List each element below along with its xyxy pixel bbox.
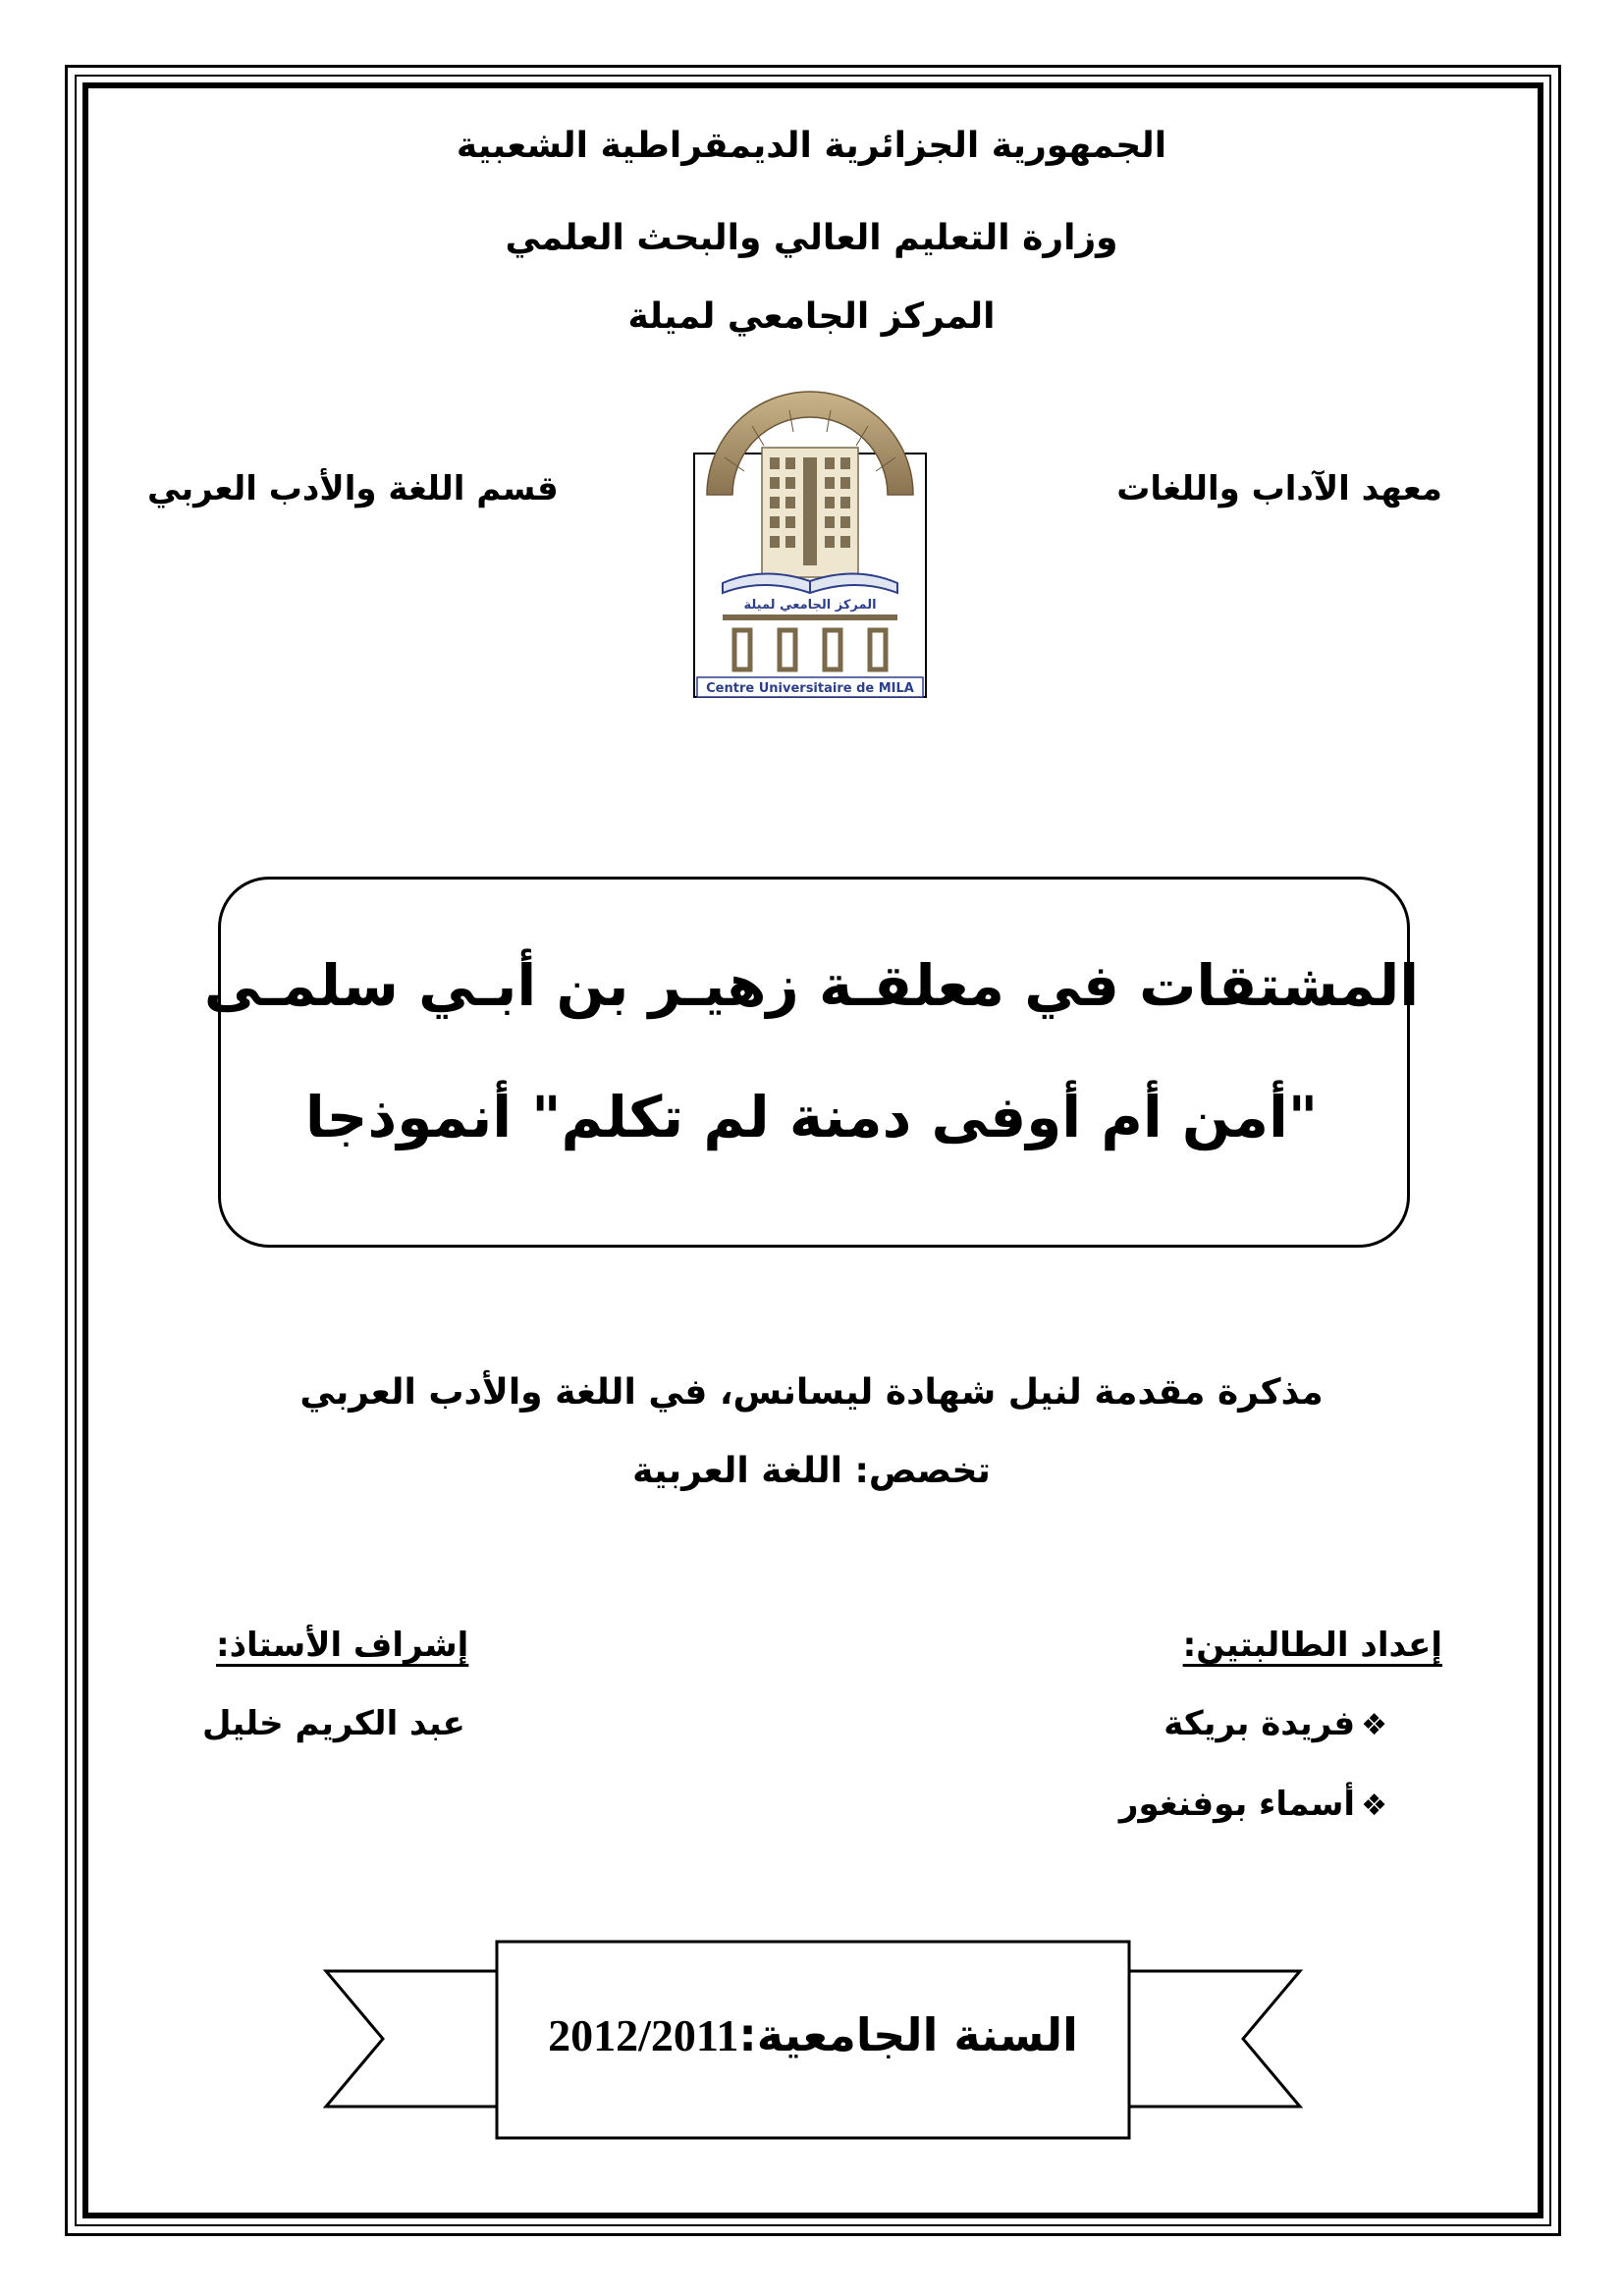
- supervisor-name: عبد الكريم خليل: [202, 1704, 465, 1743]
- academic-year-value: 2012/2011: [548, 2010, 739, 2060]
- thesis-title: المشتقات في معلقـة زهيـر بن أبـي سلمـى: [203, 952, 1420, 1019]
- university-logo: [693, 387, 927, 699]
- header-university: المركز الجامعي لميلة: [627, 296, 996, 337]
- bullet-icon: ❖: [1361, 1789, 1387, 1823]
- thesis-subtitle: "أمن أم أوفى دمنة لم تكلم" أنموذجا: [304, 1084, 1319, 1150]
- memo-specialty: تخصص: اللغة العربية: [632, 1451, 991, 1491]
- student-name-1: ❖فريدة بريكة: [1163, 1704, 1387, 1743]
- academic-year: [322, 2008, 1304, 2061]
- student-name-2: ❖أسماء بوفنغور: [1118, 1785, 1387, 1824]
- academic-year-label: السنة الجامعية:: [738, 2008, 1078, 2061]
- memo-purpose: مذكرة مقدمة لنيل شهادة ليسانس، في اللغة والأدب العربي: [299, 1372, 1324, 1413]
- svg-text:المركز الجامعي لميلة: المركز الجامعي لميلة: [743, 598, 877, 613]
- header-republic: الجمهورية الجزائرية الديمقراطية الشعبية: [456, 126, 1167, 166]
- department-name: قسم اللغة والأدب العربي: [147, 469, 559, 508]
- title-box: [218, 877, 1410, 1248]
- header-ministry: وزارة التعليم العالي والبحث العلمي: [505, 218, 1118, 258]
- institute-name: معهد الآداب واللغات: [1116, 469, 1442, 508]
- students-heading: إعداد الطالبتين:: [1182, 1626, 1442, 1665]
- bullet-icon: ❖: [1361, 1708, 1387, 1742]
- logo-caption: Centre Universitaire de MILA: [706, 681, 914, 696]
- supervisor-heading: إشراف الأستاذ:: [216, 1626, 469, 1665]
